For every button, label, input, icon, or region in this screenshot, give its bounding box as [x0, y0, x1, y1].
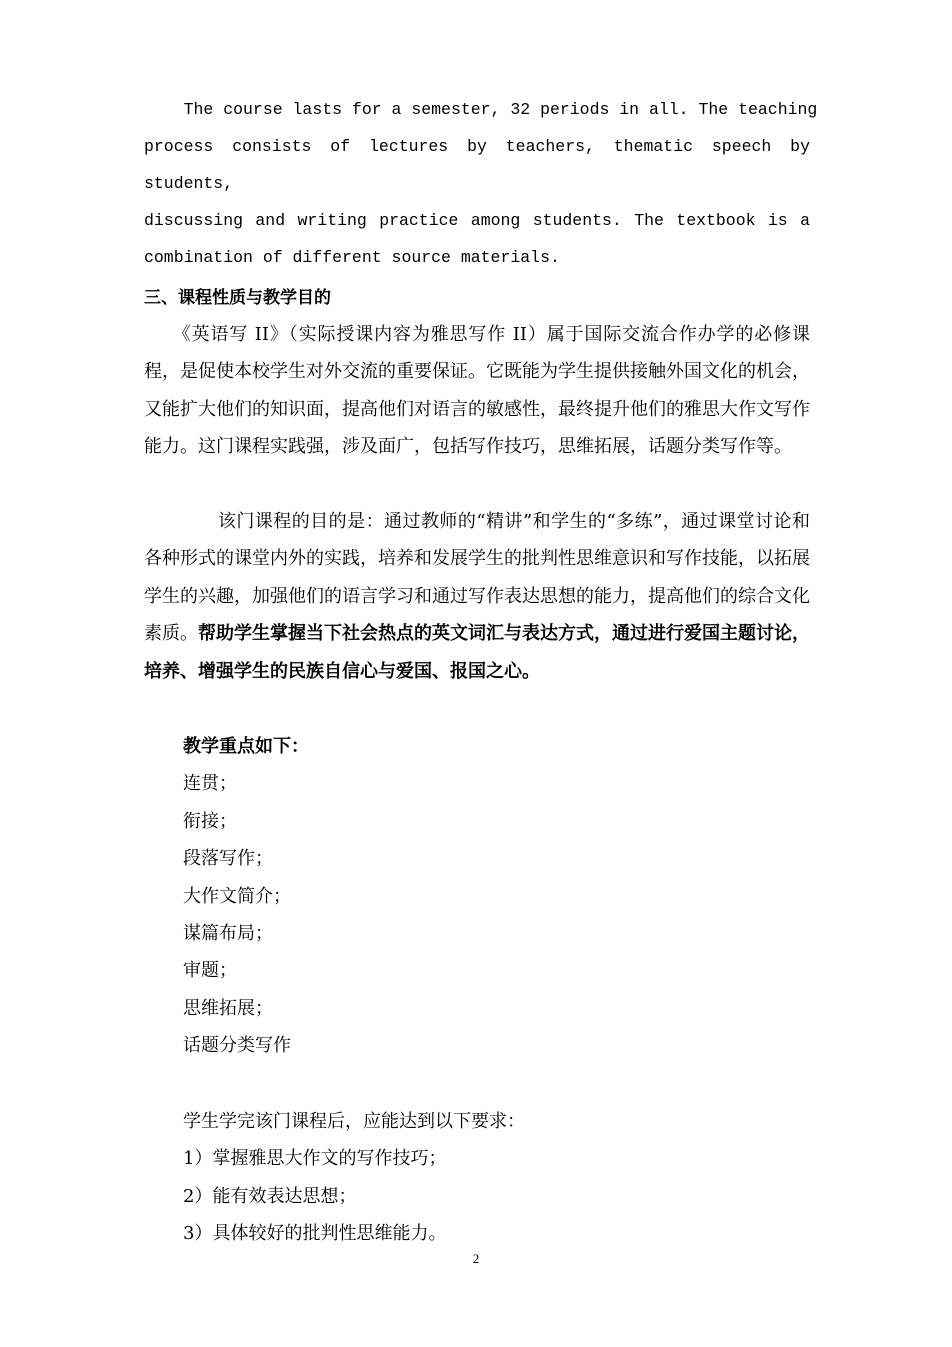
key-point-item: 思维拓展； — [183, 997, 273, 1019]
course-purpose-section — [144, 503, 810, 690]
english-line-3: discussing and writing practice among students. The textbook is a — [144, 211, 810, 230]
english-line-1: The course lasts for a semester, 32 periods in all. The teaching — [144, 100, 818, 119]
key-point-item: 谋篇布局； — [183, 923, 273, 945]
key-points-title: 教学重点如下： — [183, 736, 309, 757]
requirement-item: 2）能有效表达思想； — [183, 1185, 357, 1207]
english-line-4: combination of different source materials. — [144, 248, 560, 267]
key-point-item: 话题分类写作 — [183, 1035, 291, 1057]
requirement-item: 3）具体较好的批判性思维能力。 — [183, 1223, 447, 1245]
key-points-list — [183, 728, 309, 1065]
key-point-item: 大作文简介； — [183, 885, 291, 907]
key-point-item: 衔接； — [183, 810, 237, 832]
requirements-list — [183, 1103, 525, 1253]
key-point-item: 连贯； — [183, 773, 237, 795]
course-nature-section — [144, 316, 810, 466]
section-heading: 三、课程性质与教学目的 — [144, 288, 331, 308]
purpose-text: 该门课程的目的是：通过教师的“精讲”和学生的“多练”，通过课堂讨论和各种形式的课堂内外的实践，培养和发展学生的批判性思维意识和写作技能，以拓展学生的兴趣，加强他们的语言学习和通过写作表达思想的能力，提高他们的综合文化素质。 — [144, 511, 810, 645]
purpose-bold-text: 帮助学生掌握当下社会热点的英文词汇与表达方式，通过进行爱国主题讨论，培养、增强学生的民族自信心与爱国、报国之心。 — [144, 623, 810, 682]
key-point-item: 审题； — [183, 960, 237, 982]
course-purpose-paragraph — [144, 503, 810, 690]
key-point-item: 段落写作； — [183, 848, 273, 870]
english-course-description — [144, 91, 818, 276]
english-line-2: process consists of lectures by teachers, thematic speech by students, — [144, 137, 810, 193]
requirement-item: 1）掌握雅思大作文的写作技巧； — [183, 1148, 447, 1170]
requirements-intro: 学生学完该门课程后，应能达到以下要求： — [183, 1111, 525, 1132]
page-number: 2 — [472, 1251, 480, 1266]
course-nature-paragraph: 《英语写 II》（实际授课内容为雅思写作 II）属于国际交流合作办学的必修课程，是促使本校学生对外交流的重要保证。它既能为学生提供接触外国文化的机会，又能扩大他们的知识面，提高他们对语言的敏感性，最终提升他们的雅思大作文写作能力。这门课程实践强，涉及面广，包括写作技巧，思维拓展，话题分类写作等。 — [144, 324, 810, 458]
